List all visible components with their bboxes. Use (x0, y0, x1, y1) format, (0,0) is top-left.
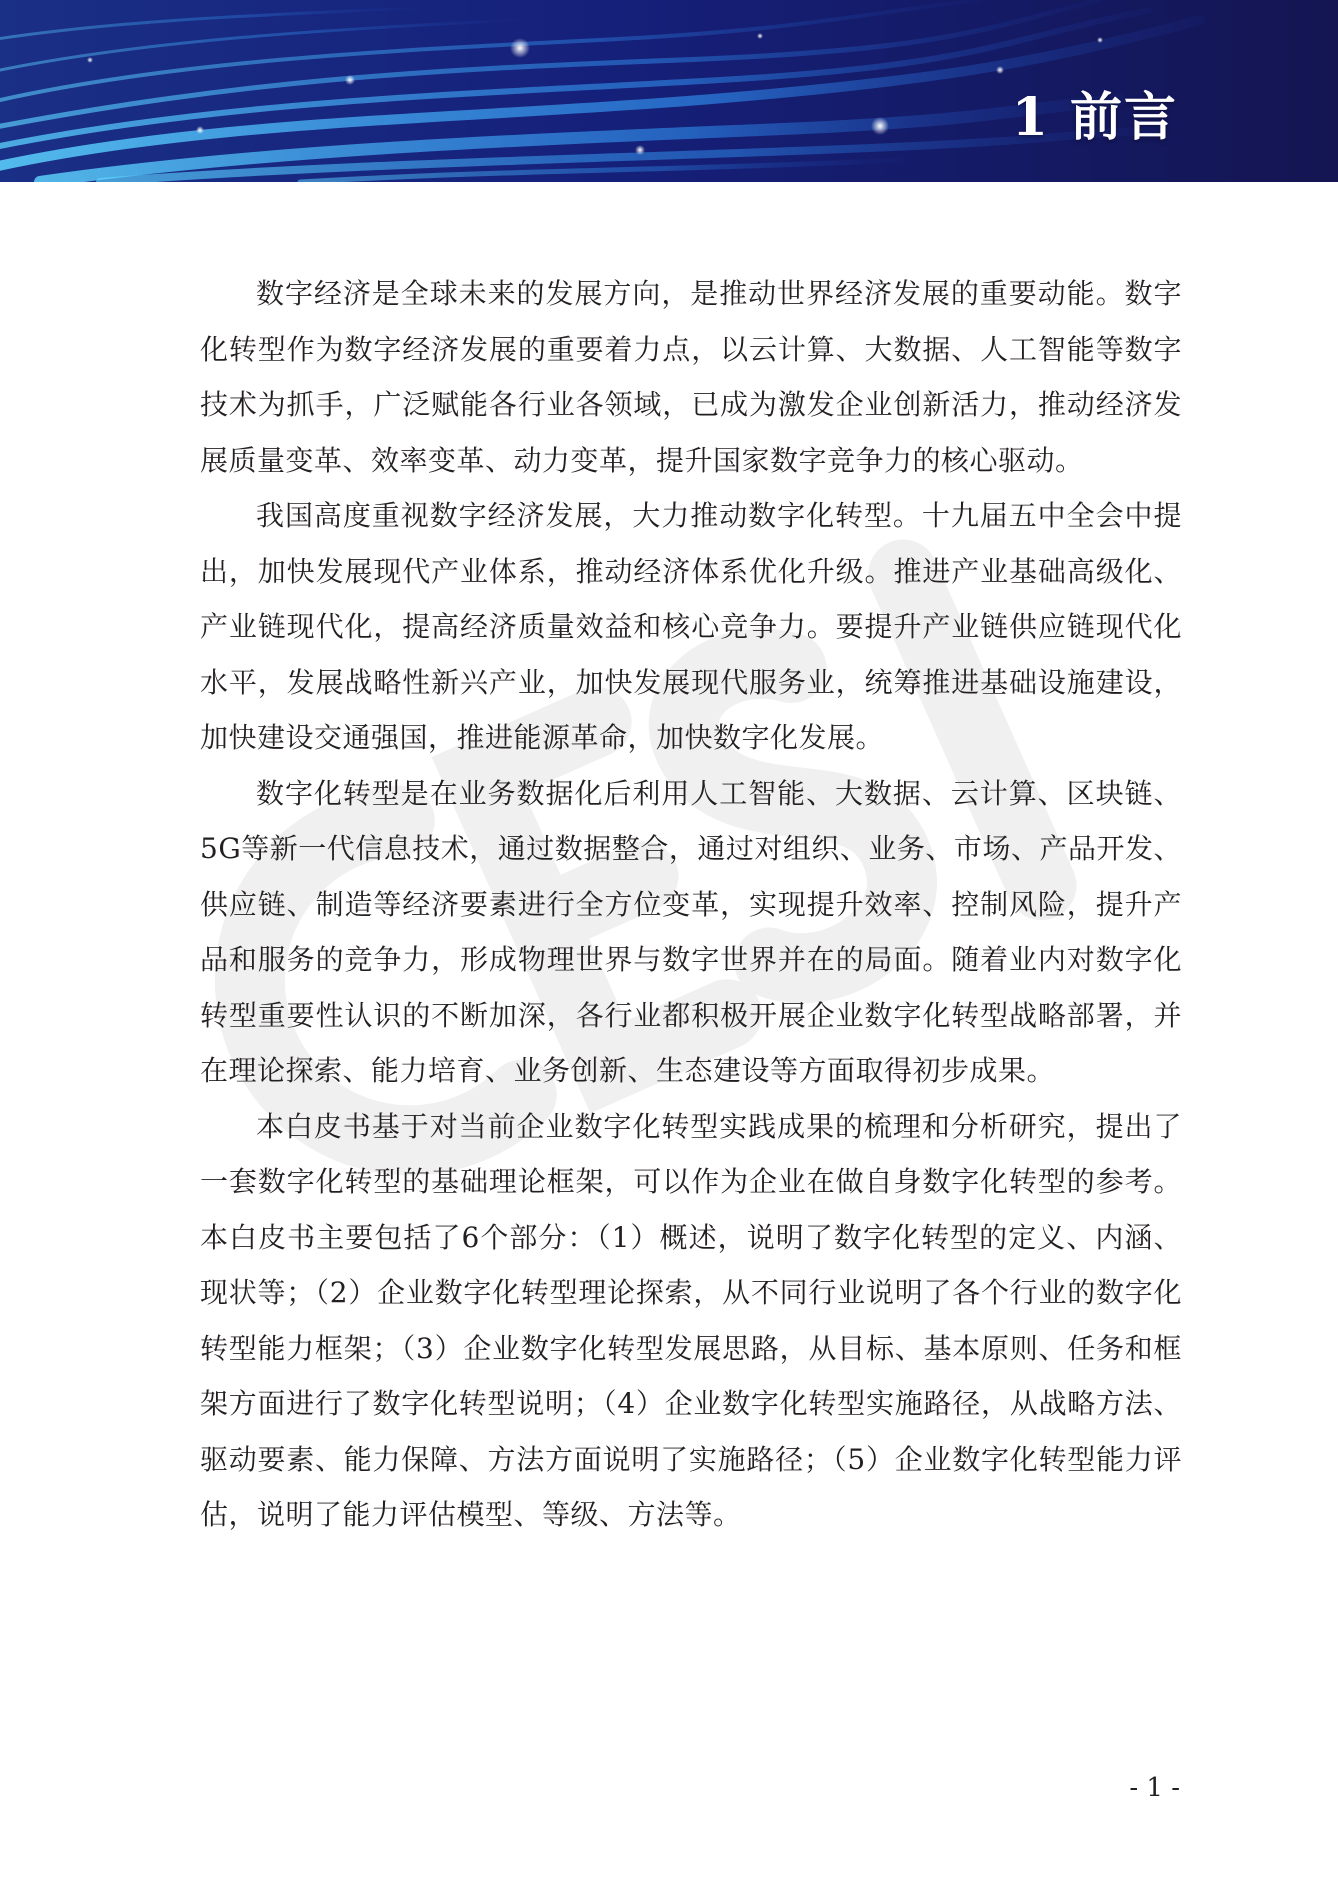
paragraph: 我国高度重视数字经济发展，大力推动数字化转型。十九届五中全会中提出，加快发展现代产业体系，推动经济体系优化升级。推进产业基础高级化、产业链现代化，提高经济质量效益和核心竞争力。要提升产业链供应链现代化水平，发展战略性新兴产业，加快发展现代服务业，统筹推进基础设施建设，加快建设交通强国，推进能源革命，加快数字化发展。 (200, 499, 1182, 754)
chapter-title: 1 前言 (1011, 87, 1178, 148)
paragraph: 本白皮书基于对当前企业数字化转型实践成果的梳理和分析研究，提出了一套数字化转型的基础理论框架，可以作为企业在做自身数字化转型的参考。本白皮书主要包括了6个部分：（1）概述，说明了数字化转型的定义、内涵、现状等；（2）企业数字化转型理论探索，从不同行业说明了各个行业的数字化转型能力框架；（3）企业数字化转型发展思路，从目标、基本原则、任务和框架方面进行了数字化转型说明；（4）企业数字化转型实施路径，从战略方法、驱动要素、能力保障、方法方面说明了实施路径；（5）企业数字化转型能力评估，说明了能力评估模型、等级、方法等。 (200, 1109, 1182, 1531)
paragraph: 数字化转型是在业务数据化后利用人工智能、大数据、云计算、区块链、5G等新一代信息技术，通过数据整合，通过对组织、业务、市场、产品开发、供应链、制造等经济要素进行全方位变革，实现提升效率、控制风险，提升产品和服务的竞争力，形成物理世界与数字世界并在的局面。随着业内对数字化转型重要性认识的不断加深，各行业都积极开展企业数字化转型战略部署，并在理论探索、能力培育、业务创新、生态建设等方面取得初步成果。 (200, 776, 1182, 1087)
page-number: - 1 - (1129, 1773, 1180, 1803)
paragraph: 数字经济是全球未来的发展方向，是推动世界经济发展的重要动能。数字化转型作为数字经济发展的重要着力点，以云计算、大数据、人工智能等数字技术为抓手，广泛赋能各行业各领域，已成为激发企业创新活力，推动经济发展质量变革、效率变革、动力变革，提升国家数字竞争力的核心驱动。 (200, 277, 1182, 477)
preface-body (200, 266, 1182, 1543)
chapter-banner (0, 0, 1338, 182)
